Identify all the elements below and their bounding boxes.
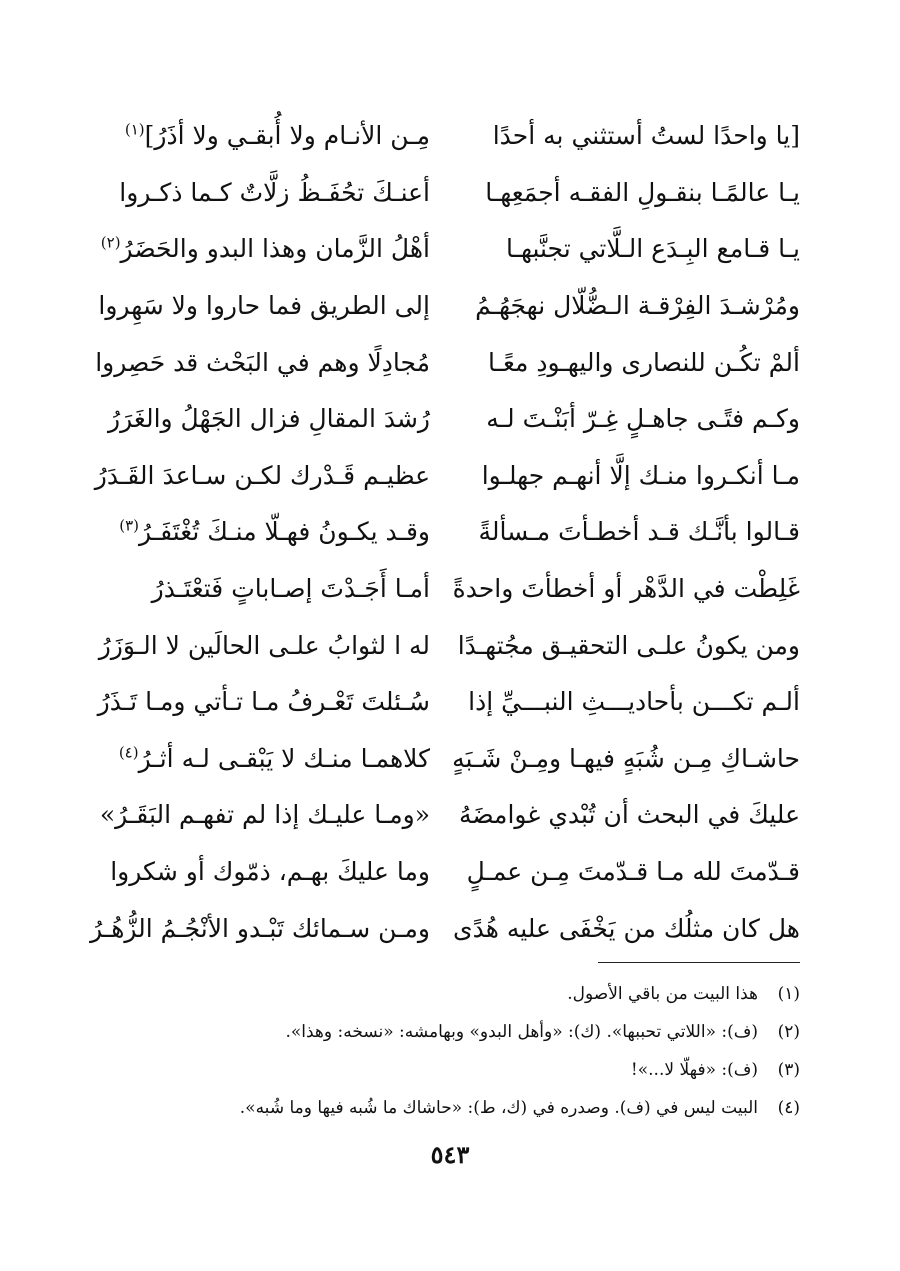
second-hemistich-text: وقـد يكـونُ فهـلّا منـكَ تُغْتَفَـرُ xyxy=(139,517,430,547)
first-hemistich: قـالوا بأنَّـك قـد أخطـأتَ مـسألةً xyxy=(478,517,800,547)
footnote-text: (ف): «اللاتي تحببها». (ك): «وأهل البدو» وبهامشه: «نسخه: وهذا». xyxy=(285,1022,758,1042)
footnote-number: (٢) xyxy=(777,1022,800,1042)
verse-row xyxy=(90,900,800,957)
second-hemistich-text: أمـا أَجَـدْتَ إصـاباتٍ فَتعْتَـذرُ xyxy=(151,574,430,604)
page-number: ٥٤٣ xyxy=(430,1140,470,1169)
verse-row xyxy=(100,165,800,222)
verse-row xyxy=(100,617,800,674)
verse-row xyxy=(100,561,800,618)
second-hemistich-text: أهْلُ الزَّمان وهذا البدو والحَضَرُ xyxy=(120,234,430,264)
second-hemistich xyxy=(100,178,430,208)
first-hemistich: ألـم تكـــن بأحاديـــثِ النبـــيِّ إذا xyxy=(468,687,800,717)
footnote-separator xyxy=(598,962,800,963)
footnote-text: (ف): «فهلّا لا...»! xyxy=(630,1060,758,1080)
footnotes xyxy=(100,975,800,1127)
first-hemistich: هل كان مثلُك من يَخْفَى عليه هُدًى xyxy=(453,913,800,943)
verse-row xyxy=(100,278,800,335)
second-hemistich-text: ومـن سـمائك تَبْـدو الأنْجُـمُ الزُّهُـرُ xyxy=(90,913,430,943)
first-hemistich: ومُرْشـدَ الفِرْقـة الـضُّلّال نهجَهُـمُ xyxy=(475,291,800,321)
footnote-text: هذا البيت من باقي الأصول. xyxy=(567,984,758,1004)
verse-row xyxy=(100,787,800,844)
second-hemistich-text: إلى الطريق فما حاروا ولا سَهِروا xyxy=(98,291,430,321)
first-hemistich: قـدّمتَ لله مـا قـدّمتَ مِـن عمـلٍ xyxy=(466,857,800,887)
first-hemistich: حاشـاكِ مِـن شُبَهٍ فيهـا ومِـنْ شَـبَهٍ xyxy=(452,743,800,773)
second-hemistich xyxy=(100,744,430,774)
second-hemistich xyxy=(100,291,430,321)
verse-row xyxy=(94,448,800,505)
first-hemistich: غَلِطْت في الدَّهْر أو أخطأتَ واحدةً xyxy=(452,574,800,604)
second-hemistich-text: وما عليكَ بهـم، ذمّوك أو شكروا xyxy=(110,857,430,887)
first-hemistich: ألمْ تكُـن للنصارى واليهـودِ معًـا xyxy=(488,347,800,377)
first-hemistich: [يا واحدًا لستُ أستثني به أحدًا xyxy=(492,121,800,151)
footnote xyxy=(100,1089,800,1127)
second-hemistich xyxy=(100,404,430,434)
footnote-text: البيت ليس في (ف). وصدره في (ك، ط): «حاشاك ما شُبه فيها وما شُبه». xyxy=(239,1098,758,1118)
verse-row xyxy=(100,504,800,561)
verse-row xyxy=(97,674,800,731)
footnote-marker: (٢) xyxy=(100,234,121,253)
poem-body xyxy=(90,108,800,957)
verse-row xyxy=(100,731,800,788)
second-hemistich-text: رُشدَ المقالِ فزال الجَهْلُ والغَرَرُ xyxy=(108,404,430,434)
footnote-number: (٣) xyxy=(777,1060,800,1080)
verse-row xyxy=(100,844,800,901)
first-hemistich: مـا أنكـروا منـك إلَّا أنهـم جهلـوا xyxy=(481,460,800,490)
second-hemistich xyxy=(100,800,430,830)
first-hemistich: وكـم فتًـى جاهـلٍ غِـرّ أبَنْـتَ لـه xyxy=(486,404,800,434)
first-hemistich: يـا قـامع البِـدَع الـلَّاتي تجنَّبهـا xyxy=(506,234,800,264)
first-hemistich: عليكَ في البحث أن تُبْدي غوامضَهُ xyxy=(458,800,800,830)
footnote-number: (٤) xyxy=(777,1098,800,1118)
second-hemistich-text: أعنـكَ تحُفَـظُ زلَّاتٌ كـما ذكـروا xyxy=(119,177,430,207)
second-hemistich xyxy=(100,574,430,604)
second-hemistich-text: كلاهمـا منـك لا يَبْقـى لـه أثـرُ xyxy=(138,743,430,773)
second-hemistich xyxy=(97,687,430,717)
second-hemistich xyxy=(100,631,430,661)
verse-row xyxy=(100,221,800,278)
footnote-marker: (٤) xyxy=(118,743,139,762)
verse-row xyxy=(100,108,800,165)
footnote-marker: (٣) xyxy=(119,517,139,536)
second-hemistich xyxy=(100,234,430,264)
verse-row xyxy=(95,334,800,391)
second-hemistich-text: سُـئلتَ تَعْـرفُ مـا تـأتي ومـا تَـذَرُ xyxy=(97,687,430,717)
second-hemistich xyxy=(94,460,430,491)
footnote xyxy=(100,1051,800,1089)
footnote xyxy=(100,975,800,1013)
second-hemistich xyxy=(100,121,430,151)
second-hemistich-text: عظيـم قَـدْرك لكـن سـاعدَ القَـدَرُ xyxy=(94,460,430,490)
second-hemistich-text: له ا لثوابُ علـى الحالَين لا الـوَزَرُ xyxy=(98,630,430,660)
second-hemistich xyxy=(90,913,430,944)
second-hemistich-text: مُجادِلًا وهم في البَحْث قد حَصِروا xyxy=(95,347,430,377)
footnote-marker: (١) xyxy=(124,120,145,139)
footnote xyxy=(100,1013,800,1051)
second-hemistich-text: «ومـا عليـك إذا لم تفهـم البَقَـرُ» xyxy=(99,800,430,830)
second-hemistich xyxy=(95,347,430,378)
verse-row xyxy=(100,391,800,448)
second-hemistich xyxy=(100,517,430,547)
footnote-number: (١) xyxy=(777,984,800,1004)
first-hemistich: يـا عالمًـا بنقـولِ الفقـه أجمَعِهـا xyxy=(485,177,800,207)
second-hemistich-text: مِـن الأنـام ولا أُبقـي ولا أذَرُ] xyxy=(144,121,430,151)
second-hemistich xyxy=(100,857,430,887)
first-hemistich: ومن يكونُ علـى التحقيـق مجُتهـدًا xyxy=(457,630,800,660)
